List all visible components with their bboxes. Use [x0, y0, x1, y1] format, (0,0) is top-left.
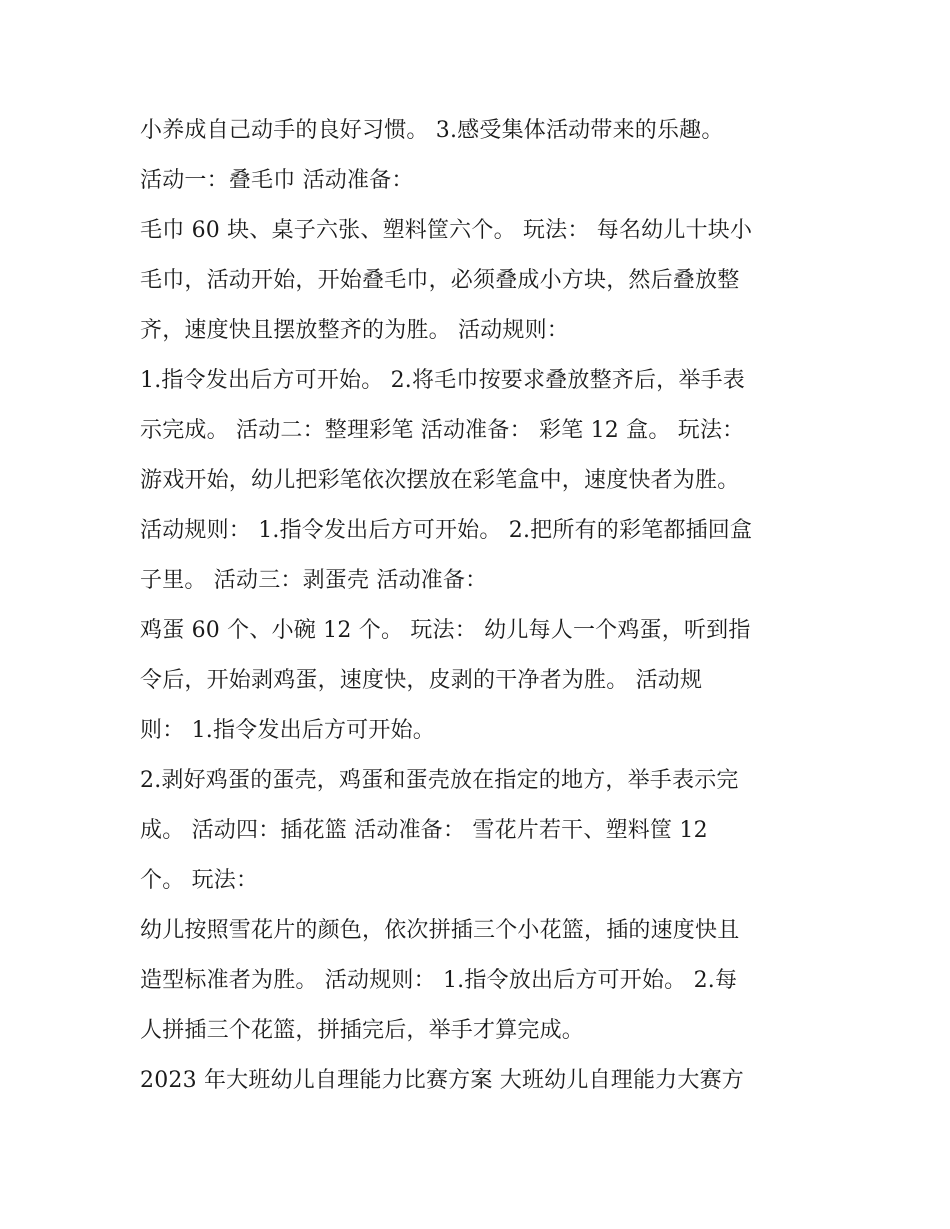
text-line: 幼儿按照雪花片的颜色，依次拼插三个小花篮，插的速度快且 [140, 918, 740, 943]
text-line: 造型标准者为胜。 活动规则： 1.指令放出后方可开始。 2.每 [140, 968, 738, 993]
text-line: 示完成。 活动二：整理彩笔 活动准备： 彩笔 12 盒。 玩法： [140, 418, 745, 443]
text-line: 小养成自己动手的良好习惯。 3.感受集体活动带来的乐趣。 [140, 118, 724, 143]
text-line: 子里。 活动三：剥蛋壳 活动准备： [140, 568, 488, 593]
text-line: 鸡蛋 60 个、小碗 12 个。 玩法： 幼儿每人一个鸡蛋，听到指 [140, 618, 751, 643]
text-line: 毛巾 60 块、桌子六张、塑料筐六个。 玩法： 每名幼儿十块小 [140, 218, 753, 243]
text-line: 令后，开始剥鸡蛋，速度快，皮剥的干净者为胜。 活动规 [140, 668, 703, 693]
text-line: 则： 1.指令发出后方可开始。 [140, 718, 435, 743]
text-line: 齐，速度快且摆放整齐的为胜。 活动规则： [140, 318, 569, 343]
text-line: 活动规则： 1.指令发出后方可开始。 2.把所有的彩笔都插回盒 [140, 518, 753, 543]
text-line: 2.剥好鸡蛋的蛋壳，鸡蛋和蛋壳放在指定的地方，举手表示完 [140, 768, 739, 793]
text-line: 人拼插三个花篮，拼插完后，举手才算完成。 [140, 1018, 585, 1043]
text-line: 1.指令发出后方可开始。 2.将毛巾按要求叠放整齐后，举手表 [140, 368, 745, 393]
text-line: 个。 玩法： [140, 868, 259, 893]
text-line: 毛巾，活动开始，开始叠毛巾，必须叠成小方块，然后叠放整 [140, 268, 740, 293]
text-line: 游戏开始，幼儿把彩笔依次摆放在彩笔盒中，速度快者为胜。 [140, 468, 740, 493]
text-line: 2023 年大班幼儿自理能力比赛方案 大班幼儿自理能力大赛方 [140, 1068, 744, 1093]
text-line: 成。 活动四：插花篮 活动准备： 雪花片若干、塑料筐 12 [140, 818, 708, 843]
text-line: 活动一：叠毛巾 活动准备： [140, 168, 414, 193]
